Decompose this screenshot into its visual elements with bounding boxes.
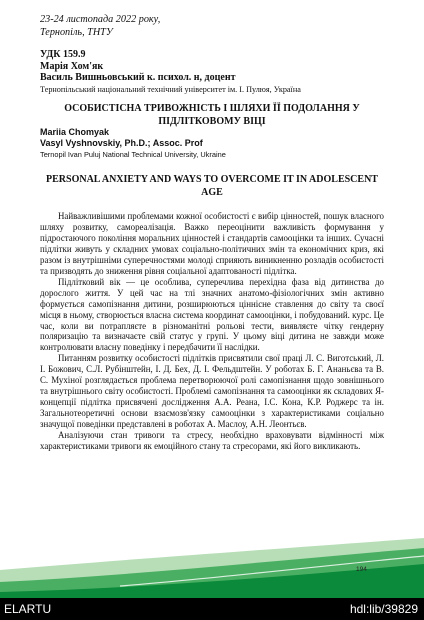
author-name: Mariia Chomyak bbox=[40, 127, 110, 137]
body-text bbox=[40, 211, 384, 452]
conference-place: Тернопіль, ТНТУ bbox=[40, 27, 113, 38]
paragraph: Аналізуючи стан тривоги та стресу, необхідно враховувати відмінності між характеристиками тривоги як емоційного стану та стресорами, які його викликають. bbox=[40, 430, 384, 452]
paragraph: Питанням розвитку особистості підлітків присвятили свої праці Л. С. Виготський, Л. І. Божович, С.Л. Рубінштейн, І. Д. Бех, Д. І. Фельдштейн. У роботах Б. Г. Ананьєва та В. С. Мухіної розглядається проблема перетворюючої ролі самопізнання щодо зовнішнього та внутрішнього світу особистості. Проблемі самопізнання та самооцінки як складових Я-концепції підлітка присвячені дослідження А.А. Реана, І.С. Кона, К.Р. Роджерс та ін. Загальнотеоретичні основи взаємозв'язку самооцінки з характеристиками соціально значущої поведінки представлені в роботах А. Маслоу, А.Н. Леонтьєв. bbox=[40, 353, 384, 430]
authors-block-ua bbox=[40, 49, 390, 95]
title-ua: ОСОБИСТІСНА ТРИВОЖНІСТЬ І ШЛЯХИ ЇЇ ПОДОЛАННЯ У ПІДЛІТКОВОМУ ВІЦІ bbox=[64, 103, 360, 127]
title-en: PERSONAL ANXIETY AND WAYS TO OVERCOME IT IN ADOLESCENT AGE bbox=[46, 174, 378, 198]
decorative-wave bbox=[0, 520, 424, 598]
repository-name: ELARTU bbox=[4, 602, 52, 616]
conference-header bbox=[40, 13, 160, 39]
paragraph: Підлітковий вік — це особлива, суперечлива перехідна фаза від дитинства до дорослого життя. У цей час на тлі значних анатомо-фізіологічних змін активно формується самопізнання дитини, розширюються ціннісне ставлення до світу та своєї місця в ньому, створюється власна система координат самооцінки, і побудований. курс. Це час, коли ви потрапляєте в різноманітні рольові тести, виявляєте чітку гендерну поляризацію та визначаєте свій статус у групі. У цьому віці дитина не завжди може контролювати власну поведінку і передбачити її наслідки. bbox=[40, 276, 384, 353]
conference-date: 23-24 листопада 2022 року, bbox=[40, 14, 161, 25]
footer-bar bbox=[0, 598, 424, 620]
author-name: Марія Хом'як bbox=[40, 60, 104, 72]
udc-code: УДК 159.9 bbox=[40, 49, 86, 60]
page-number: 194 bbox=[356, 566, 367, 573]
affiliation: Ternopil Ivan Puluj National Technical University, Ukraine bbox=[40, 150, 226, 159]
handle-link[interactable]: hdl:lib/39829 bbox=[349, 602, 418, 616]
paragraph: Найважливішими проблемами кожної особистості є вибір цінностей, пошук власного шляху розвитку, самореалізація. Важко переоцінити важливість формування у підростаючого покоління моральних цінностей і стандартів самооцінки та інших. Сучасні підлітки живуть у складних умовах соціально-політичних змін та економічних криз, які разом із внутрішніми суперечностями молоді сприяють виникненню розладів особистості та призводять до зниження рівня соціальної адаптованості підлітка. bbox=[40, 211, 384, 276]
authors-block-en bbox=[40, 127, 390, 160]
affiliation: Тернопільський національний технічний університет ім. І. Пулюя, Україна bbox=[40, 84, 301, 94]
author-name: Василь Вишньовський к. психол. н, доцент bbox=[40, 72, 236, 83]
author-name: Vasyl Vyshnovskiy, Ph.D.; Assoc. Prof bbox=[40, 138, 203, 148]
